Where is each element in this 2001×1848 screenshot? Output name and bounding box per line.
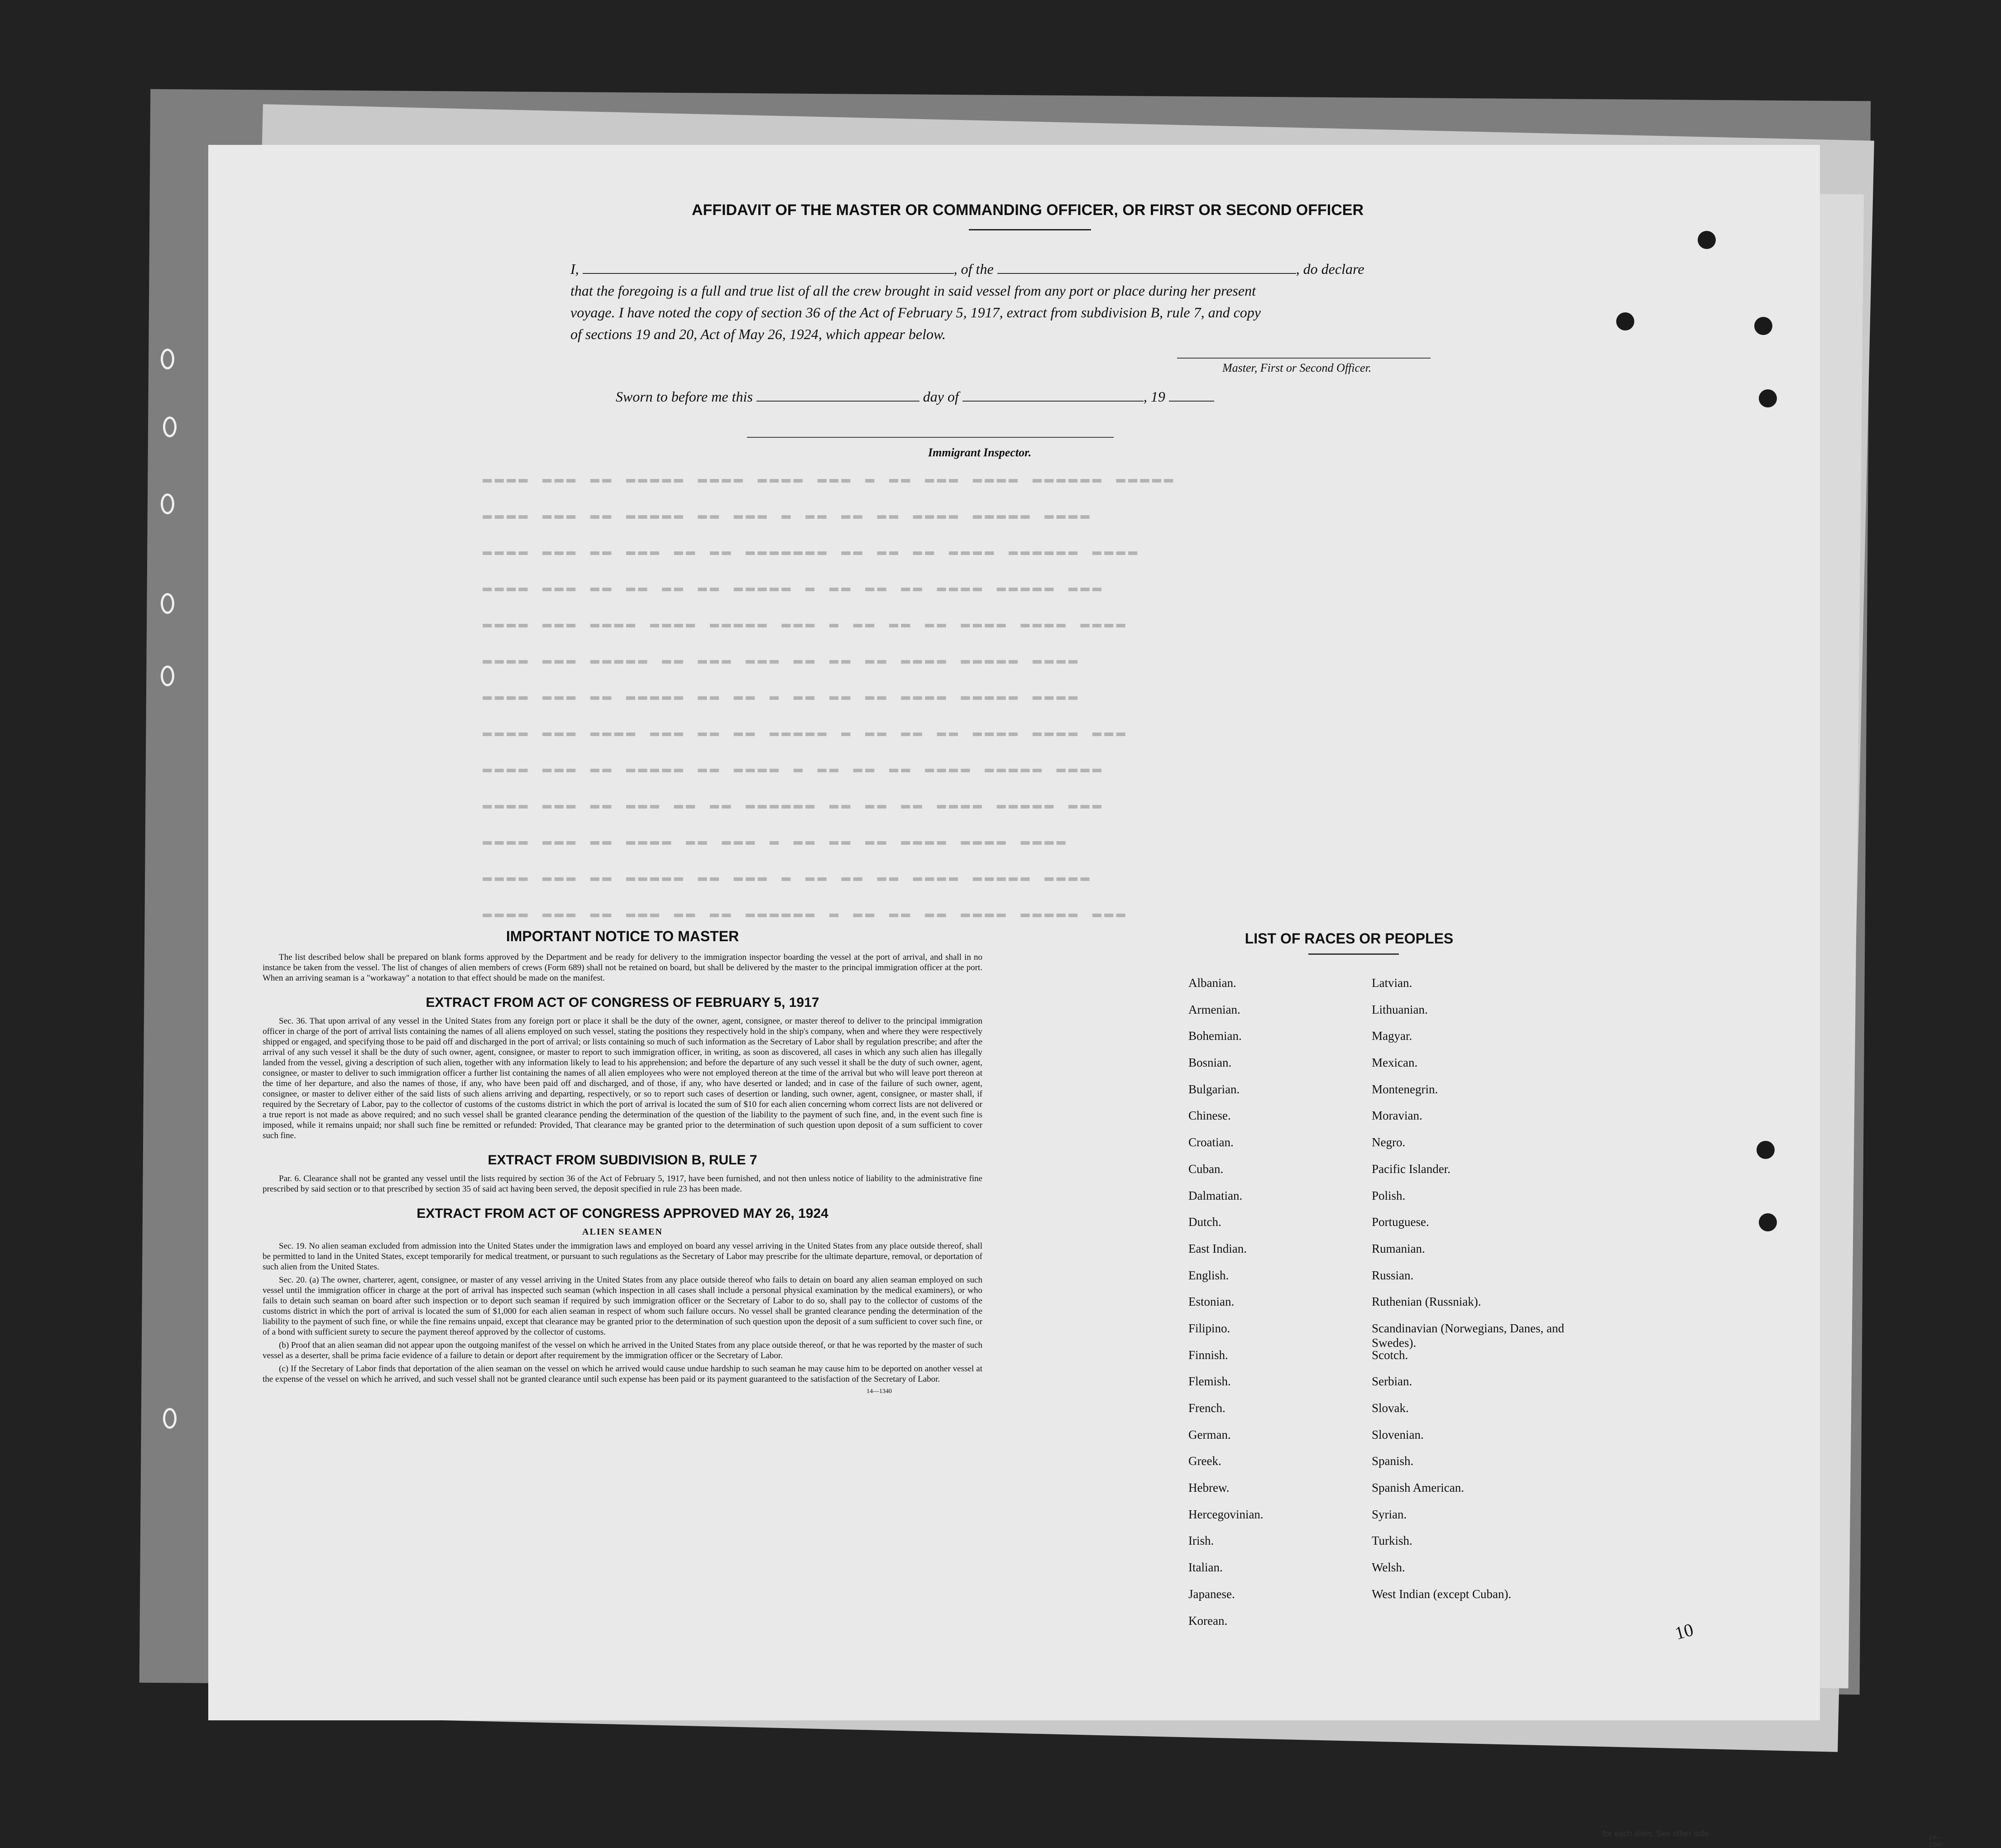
extract-1917-heading: EXTRACT FROM ACT OF CONGRESS OF FEBRUARY 5, 1917 bbox=[426, 995, 819, 1010]
sec-20-text: Sec. 20. (a) The owner, charterer, agent, consignee, or master of any vessel arriving in the United States from any place outside thereof who fails to detain on board any alien seaman employed on such vessel until the immigration officer in charge at the port of arrival has inspected such seaman (which inspection in all cases shall include a personal physical examination by the medical examiners), or who fails to detain such seaman on board after such inspection or to deport such seaman if required by such immigration officer or the Secretary of Labor to do so, shall pay to the collector of customs of the customs district in which the port of arrival is located the sum of $1,000 for each alien seaman in respect of whom such failure occurs. No vessel shall be granted clearance pending the determination of the liability to the payment of such fine, or while the fine remains unpaid, except that clearance may be granted prior to the determination of such question upon the deposit of a sum sufficient to cover such fine, or of a bond with sufficient surety to secure the payment thereof approved by the collector of customs. bbox=[263, 1275, 982, 1337]
race-item: Bulgarian. bbox=[1188, 1082, 1240, 1096]
do-declare-label: , do declare bbox=[1296, 261, 1364, 277]
race-item: Syrian. bbox=[1372, 1507, 1407, 1521]
race-item: East Indian. bbox=[1188, 1241, 1247, 1255]
sworn-prefix: Sworn to before me this bbox=[616, 388, 753, 405]
punch-hole bbox=[1616, 312, 1634, 330]
document-page bbox=[208, 145, 1943, 1848]
sworn-month-blank bbox=[962, 390, 1144, 402]
race-item: Armenian. bbox=[1188, 1002, 1240, 1016]
race-item: Bosnian. bbox=[1188, 1056, 1232, 1070]
declarant-name-blank bbox=[583, 262, 954, 274]
race-item: Filipino. bbox=[1188, 1321, 1230, 1335]
affidavit-text bbox=[570, 258, 1612, 345]
extract-1924-heading: EXTRACT FROM ACT OF CONGRESS APPROVED MAY 26, 1924 bbox=[416, 1206, 828, 1221]
affidavit-line-4: of sections 19 and 20, Act of May 26, 1924, which appear below. bbox=[570, 326, 946, 342]
binder-ring bbox=[161, 349, 174, 369]
race-item: Scandinavian (Norwegians, Danes, and Swedes). bbox=[1372, 1321, 1565, 1350]
race-item: Mexican. bbox=[1372, 1056, 1418, 1070]
race-item: Italian. bbox=[1188, 1561, 1223, 1575]
race-item: Magyar. bbox=[1372, 1029, 1412, 1043]
sworn-line bbox=[616, 388, 1214, 405]
race-item: Estonian. bbox=[1188, 1295, 1235, 1309]
race-item: Latvian. bbox=[1372, 976, 1412, 990]
race-item: Ruthenian (Russniak). bbox=[1372, 1295, 1481, 1309]
declarant-prefix: I, bbox=[570, 261, 579, 277]
race-item: Hercegovinian. bbox=[1188, 1507, 1264, 1521]
race-item: German. bbox=[1188, 1427, 1231, 1441]
race-item: Japanese. bbox=[1188, 1587, 1235, 1601]
race-item: Flemish. bbox=[1188, 1374, 1231, 1388]
binder-ring bbox=[161, 665, 174, 686]
race-item: Cuban. bbox=[1188, 1162, 1224, 1176]
race-item: Croatian. bbox=[1188, 1135, 1234, 1149]
immigrant-inspector-label: Immigrant Inspector. bbox=[928, 446, 1032, 459]
race-item: Spanish. bbox=[1372, 1454, 1414, 1468]
races-section bbox=[1177, 930, 1585, 1628]
race-item: French. bbox=[1188, 1401, 1225, 1415]
race-item: Dutch. bbox=[1188, 1215, 1221, 1229]
footer-text: for each alien. See other side. bbox=[1603, 1829, 1711, 1838]
race-item: Lithuanian. bbox=[1372, 1002, 1428, 1016]
declaration-line bbox=[570, 258, 1612, 280]
sworn-day-blank bbox=[756, 390, 919, 402]
binder-ring bbox=[161, 493, 174, 514]
signature-line bbox=[1177, 358, 1431, 359]
binder-ring bbox=[161, 593, 174, 614]
affidavit-title: AFFIDAVIT OF THE MASTER OR COMMANDING OFFICER, OR FIRST OR SECOND OFFICER bbox=[692, 201, 1364, 219]
race-item: Portuguese. bbox=[1372, 1215, 1429, 1229]
races-rule bbox=[1308, 953, 1399, 955]
alien-seamen-subheading: ALIEN SEAMEN bbox=[582, 1227, 663, 1237]
handwritten-number: 10 bbox=[1672, 1619, 1696, 1644]
title-rule bbox=[969, 229, 1091, 230]
extract-rule7-text: Par. 6. Clearance shall not be granted any vessel until the lists required by section 36 of the Act of February 5, 1917, have been furnished, and not then unless notice of liability to the administrative fine prescribed by said section or to that prescribed by section 35 of said act having been served, the deposit specified in rule 23 has been made. bbox=[263, 1174, 982, 1194]
race-item: Slovak. bbox=[1372, 1401, 1409, 1415]
notice-section bbox=[263, 928, 982, 1395]
punch-hole bbox=[1759, 389, 1777, 407]
notice-text: The list described below shall be prepared on blank forms approved by the Department and be ready for delivery to the immigration inspector boarding the vessel at the port of arrival, and shall in no instance be taken from the vessel. The list of changes of alien members of crews (Form 689) shall not be retained on board, but shall be delivered by the master to the principal immigration officer at the port. When an arriving seaman is a "workaway" a notation to that effect should be made on the manifest. bbox=[263, 953, 982, 983]
race-item: Serbian. bbox=[1372, 1374, 1412, 1388]
punch-hole bbox=[1698, 231, 1716, 249]
binder-ring bbox=[163, 417, 177, 437]
race-item: Spanish American. bbox=[1372, 1481, 1464, 1495]
race-item: Dalmatian. bbox=[1188, 1188, 1243, 1202]
affidavit-line-2: that the foregoing is a full and true list of all the crew brought in said vessel from any port or place during her present bbox=[570, 282, 1256, 299]
form-code: 14—1340 bbox=[866, 1388, 892, 1395]
race-item: Finnish. bbox=[1188, 1348, 1228, 1362]
notice-heading: IMPORTANT NOTICE TO MASTER bbox=[506, 928, 739, 944]
punch-hole bbox=[1754, 317, 1772, 335]
race-item: Korean. bbox=[1188, 1613, 1228, 1628]
race-item: Irish. bbox=[1188, 1534, 1214, 1548]
extract-1917-text: Sec. 36. That upon arrival of any vessel in the United States from any foreign port or place it shall be the duty of the owner, agent, consignee, or master thereof to deliver to the principal immigration officer in charge of the port of arrival lists containing the names of all aliens employed on such vessel, stating the positions they respectively hold in the ship's company, when and where they were respectively shipped or engaged, and specifying those to be paid off and discharged in the port of arrival; or lists containing so much of such information as the Secretary of Labor shall by regulation prescribe; and after the arrival of any such vessel it shall be the duty of such owner, agent, consignee, or master to report to such immigration officer, in writing, as soon as discovered, all cases in which any such alien has illegally landed from the vessel, giving a description of such alien, together with any information likely to lead to his apprehension; and before the departure of any such vessel it shall be the duty of such owner, agent, consignee, or master to deliver to such immigration officer a further list containing the names of all alien employees who were not employed thereon at the time of the arrival but who will leave port thereon at the time of her departure, and also the names of those, if any, who have been paid off and discharged, and of those, if any, who have deserted or landed; and in case of the failure of such owner, agent, consignee, or master to deliver either of the said lists of such aliens arriving and departing, respectively, or so to report such cases of desertion or landing, such owner, agent, consignee, or master shall, if required by the Secretary of Labor, pay to the collector of customs of the customs district in which the port of arrival is located the sum of $10 for each alien concerning whom correct lists are not delivered or a true report is not made as above required; and no such vessel shall be granted clearance pending the determination of the question of the liability to the payment of such fine, and, in the event such fine is imposed, while it remains unpaid; nor shall such fine be remitted or refunded: Provided, That clearance may be granted prior to the determination of such question upon deposit of a sum sufficient to cover such fine. bbox=[263, 1016, 982, 1140]
sworn-year: , 19 bbox=[1143, 388, 1165, 405]
sworn-day-of: day of bbox=[923, 388, 959, 405]
race-item: Albanian. bbox=[1188, 976, 1236, 990]
race-item: Greek. bbox=[1188, 1454, 1221, 1468]
sec-20b-text: (b) Proof that an alien seaman did not appear upon the outgoing manifest of the vessel on which he arrived in the United States from any place outside thereof, or that he was reported by the master of such vessel as a deserter, shall be prima facie evidence of a failure to detain or deport after requirement by the immigration officer or the Secretary of Labor. bbox=[263, 1341, 982, 1360]
race-item: Polish. bbox=[1372, 1188, 1406, 1202]
bleed-through-texture: ▬▬▬▬▬ ▬▬▬▬▬▬ ▬▬▬▬ ▬▬▬ ▬▬ ▬ ▬▬▬ ▬▬▬▬ ▬▬▬▬ ▬▬▬▬▬ ▬▬ ▬▬▬ ▬▬▬▬ ▬▬▬▬ ▬▬▬▬▬ ▬▬▬▬ ▬▬ ▬▬ ▬▬ ▬ ▬▬▬ ▬▬ ▬▬▬▬▬ ▬▬ ▬▬▬ ▬▬▬▬ ▬▬▬▬ ▬▬▬▬▬▬ ▬▬▬▬ ▬▬ ▬▬ ▬▬ ▬▬▬▬▬▬▬ ▬▬ ▬▬ ▬▬▬ ▬▬ ▬▬▬ ▬▬▬▬ ▬▬▬ ▬▬▬▬▬ ▬▬▬▬ ▬▬ ▬▬ ▬▬ ▬ ▬▬▬▬▬ ▬▬ ▬▬ ▬▬ ▬▬ ▬▬▬ ▬▬▬▬ ▬▬▬▬ ▬▬▬▬ ▬▬▬▬ ▬▬ ▬▬ ▬▬ ▬ ▬▬▬ ▬▬▬▬▬ ▬▬▬▬ ▬▬▬▬ ▬▬▬ ▬▬▬▬ ▬▬▬▬ ▬▬▬▬▬ ▬▬▬▬ ▬▬ ▬▬ ▬▬ ▬▬▬ ▬▬▬ ▬▬ ▬▬▬▬▬ ▬▬▬ ▬▬▬▬ ▬▬▬▬ ▬▬▬▬▬ ▬▬▬▬ ▬▬ ▬▬ ▬▬ ▬ ▬▬ ▬▬ ▬▬▬▬▬ ▬▬ ▬▬▬ ▬▬▬▬ ▬▬▬ ▬▬▬▬ ▬▬▬▬ ▬▬ ▬▬ ▬▬ ▬ ▬▬▬▬▬ ▬▬ ▬▬ ▬▬▬ ▬▬▬▬ ▬▬▬ ▬▬▬▬ ▬▬▬▬ ▬▬▬▬▬ ▬▬▬▬ ▬▬ ▬▬ ▬▬ ▬ ▬▬▬▬ ▬▬ ▬▬▬▬▬ ▬▬ ▬▬▬ ▬▬▬▬ ▬▬▬ ▬▬▬▬▬ ▬▬▬▬ ▬▬ ▬▬ ▬▬ ▬▬▬▬▬▬ ▬▬ ▬▬ ▬▬▬ ▬▬ ▬▬▬ ▬▬▬▬ ▬▬▬▬ ▬▬▬▬ ▬▬▬▬ ▬▬ ▬▬ ▬▬ ▬ ▬▬▬ ▬▬ ▬▬▬▬ ▬▬ ▬▬▬ ▬▬▬▬ ▬▬▬▬ ▬▬▬▬▬ ▬▬▬▬ ▬▬ ▬▬ ▬▬ ▬ ▬▬▬ ▬▬ ▬▬▬▬▬ ▬▬ ▬▬▬ ▬▬▬▬ ▬▬▬ ▬▬▬▬▬ ▬▬▬▬ ▬▬ ▬▬ ▬▬ ▬ ▬▬▬▬▬▬ ▬▬ ▬▬ ▬▬▬ ▬▬ ▬▬▬ ▬▬▬▬ bbox=[480, 471, 1173, 923]
race-item: Turkish. bbox=[1372, 1534, 1412, 1548]
race-item: Montenegrin. bbox=[1372, 1082, 1438, 1096]
race-item: Russian. bbox=[1372, 1268, 1414, 1282]
race-item: Bohemian. bbox=[1188, 1029, 1242, 1043]
affidavit-line-3: voyage. I have noted the copy of section 36 of the Act of February 5, 1917, extract from subdivision B, rule 7, and copy bbox=[570, 304, 1261, 321]
of-the-label: , of the bbox=[953, 261, 994, 277]
extract-rule7-heading: EXTRACT FROM SUBDIVISION B, RULE 7 bbox=[488, 1153, 757, 1168]
race-item: West Indian (except Cuban). bbox=[1372, 1587, 1512, 1601]
races-right-column bbox=[1372, 976, 1589, 1613]
races-heading: LIST OF RACES OR PEOPLES bbox=[1245, 930, 1454, 947]
footer-code: 14—1340 bbox=[1929, 1834, 1943, 1848]
race-item: Pacific Islander. bbox=[1372, 1162, 1450, 1176]
race-item: Rumanian. bbox=[1372, 1241, 1425, 1255]
vessel-name-blank bbox=[997, 262, 1296, 274]
race-item: Moravian. bbox=[1372, 1109, 1422, 1123]
punch-hole bbox=[1759, 1213, 1777, 1231]
master-signature-label: Master, First or Second Officer. bbox=[1222, 361, 1372, 374]
race-item: Negro. bbox=[1372, 1135, 1406, 1149]
race-item: Welsh. bbox=[1372, 1561, 1405, 1575]
inspector-signature-line bbox=[747, 437, 1114, 438]
sec-20c-text: (c) If the Secretary of Labor finds that deportation of the alien seaman on the vessel on which he arrived would cause undue hardship to such seaman he may cause him to be deported on another vessel at the expense of the vessel on which he arrived, and such vessel shall not be granted clearance until such expense has been paid or its payment guaranteed to the satisfaction of the Secretary of Labor. bbox=[263, 1364, 982, 1384]
race-item: Slovenian. bbox=[1372, 1427, 1424, 1441]
race-item: Hebrew. bbox=[1188, 1481, 1230, 1495]
binder-ring bbox=[163, 1408, 177, 1429]
sworn-year-blank bbox=[1169, 390, 1214, 402]
race-item: English. bbox=[1188, 1268, 1229, 1282]
race-item: Chinese. bbox=[1188, 1109, 1231, 1123]
sec-19-text: Sec. 19. No alien seaman excluded from admission into the United States under the immigration laws and employed on board any vessel arriving in the United States from any place outside thereof, shall be permitted to land in the United States, except temporarily for medical treatment, or pursuant to such regulations as the Secretary of Labor may prescribe for the ultimate departure, removal, or deportation of such alien from the United States. bbox=[263, 1241, 982, 1272]
races-left-column bbox=[1188, 976, 1369, 1640]
race-item: Scotch. bbox=[1372, 1348, 1408, 1362]
punch-hole bbox=[1757, 1141, 1775, 1159]
